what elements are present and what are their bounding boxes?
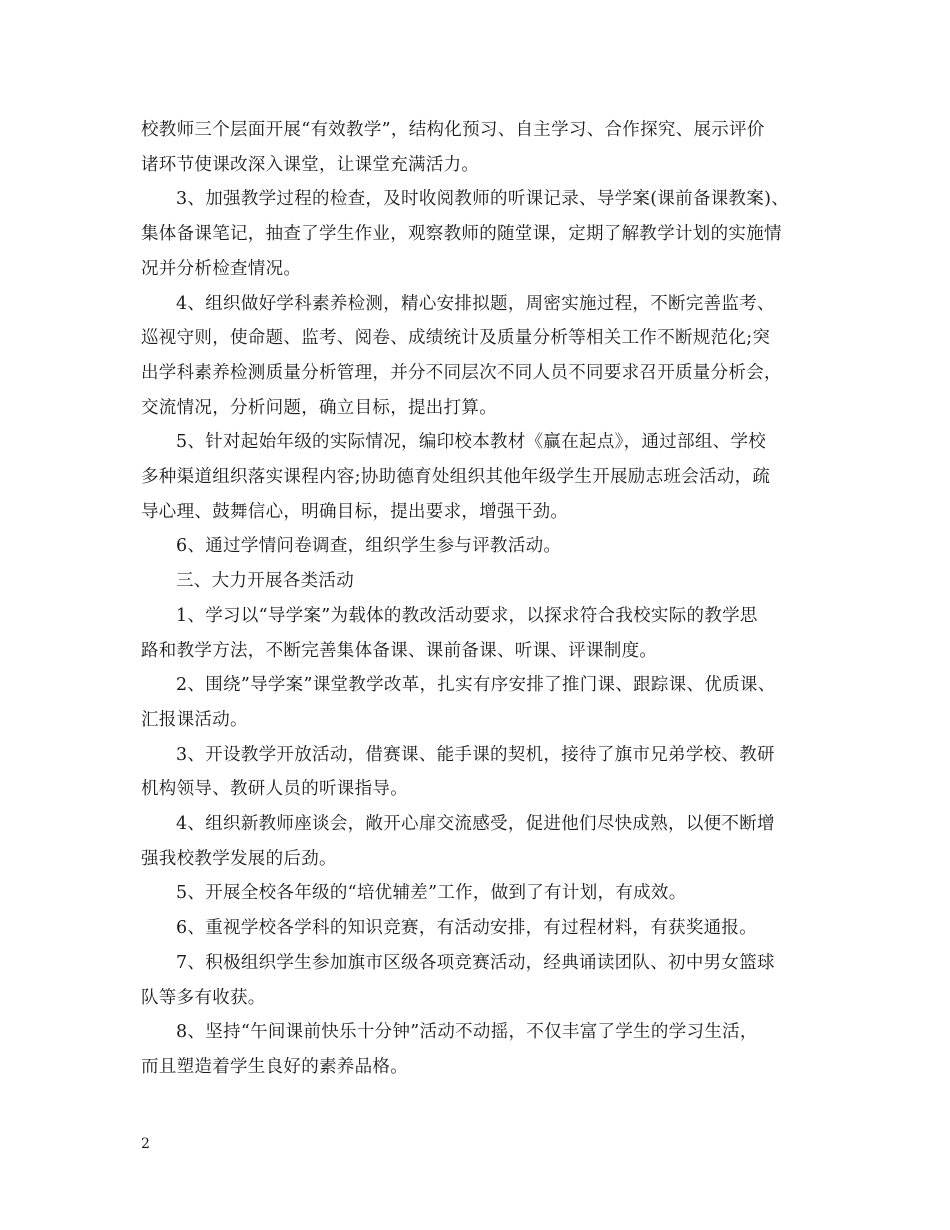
paragraph-line: 8、坚持“午间课前快乐十分钟”活动不动摇，不仅丰富了学生的学习生活， — [176, 1022, 758, 1043]
paragraph-line: 5、开展全校各年级的“培优辅差”工作，做到了有计划，有成效。 — [176, 883, 687, 904]
paragraph-line: 4、组织做好学科素养检测，精心安排拟题，周密实施过程，不断完善监考、 — [176, 293, 775, 314]
paragraph-line: 汇报课活动。 — [141, 709, 248, 730]
paragraph-line: 而且塑造着学生良好的素养品格。 — [141, 1056, 408, 1077]
paragraph-line: 校教师三个层面开展“有效教学”，结构化预习、自主学习、合作探究、展示评价 — [141, 120, 765, 140]
paragraph-line: 6、重视学校各学科的知识竞赛，有活动安排，有过程材料，有获奖通报。 — [176, 918, 758, 939]
paragraph-line: 3、加强教学过程的检查，及时收阅教师的听课记录、导学案(课前备课教案)、 — [176, 189, 790, 210]
paragraph-line: 出学科素养检测质量分析管理，并分不同层次不同人员不同要求召开质量分析会， — [141, 362, 782, 383]
paragraph-line: 巡视守则，使命题、监考、阅卷、成绩统计及质量分析等相关工作不断规范化;突 — [141, 328, 771, 349]
paragraph-line: 6、通过学情问卷调查，组织学生参与评教活动。 — [176, 536, 562, 557]
paragraph-line: 3、开设教学开放活动，借赛课、能手课的契机，接待了旗市兄弟学校、教研 — [176, 744, 775, 765]
paragraph-line: 集体备课笔记，抽查了学生作业，观察教师的随堂课，定期了解教学计划的实施情 — [141, 224, 782, 245]
paragraph-line: 5、针对起始年级的实际情况，编印校本教材《赢在起点》，通过部组、学校 — [176, 432, 767, 453]
paragraph-line: 强我校教学发展的后劲。 — [141, 848, 337, 869]
paragraph-line: 路和教学方法，不断完善集体备课、课前备课、听课、评课制度。 — [141, 640, 658, 661]
paragraph-line: 2、围绕”导学案”课堂教学改革，扎实有序安排了推门课、跟踪课、优质课、 — [176, 675, 776, 696]
paragraph-line: 况并分析检查情况。 — [141, 258, 302, 279]
paragraph-line: 交流情况，分析问题，确立目标，提出打算。 — [141, 397, 497, 418]
paragraph-line: 机构领导、教研人员的听课指导。 — [141, 779, 408, 800]
page-number: 2 — [141, 1136, 150, 1152]
paragraph-line: 7、积极组织学生参加旗市区级各项竞赛活动，经典诵读团队、初中男女篮球 — [176, 952, 775, 973]
paragraph-line: 导心理、鼓舞信心，明确目标，提出要求，增强干劲。 — [141, 501, 569, 522]
paragraph-line: 三、大力开展各类活动 — [176, 571, 354, 592]
paragraph-line: 队等多有收获。 — [141, 987, 266, 1008]
paragraph-line: 多种渠道组织落实课程内容;协助德育处组织其他年级学生开展励志班会活动，疏 — [141, 467, 771, 488]
document-body — [141, 113, 831, 1085]
paragraph-line: 1、学习以“导学案”为载体的教改活动要求，以探求符合我校实际的教学思 — [176, 605, 758, 626]
paragraph-line: 诸环节使课改深入课堂，让课堂充满活力。 — [141, 154, 480, 175]
paragraph-line: 4、组织新教师座谈会，敞开心扉交流感受，促进他们尽快成熟，以便不断增 — [176, 814, 775, 835]
